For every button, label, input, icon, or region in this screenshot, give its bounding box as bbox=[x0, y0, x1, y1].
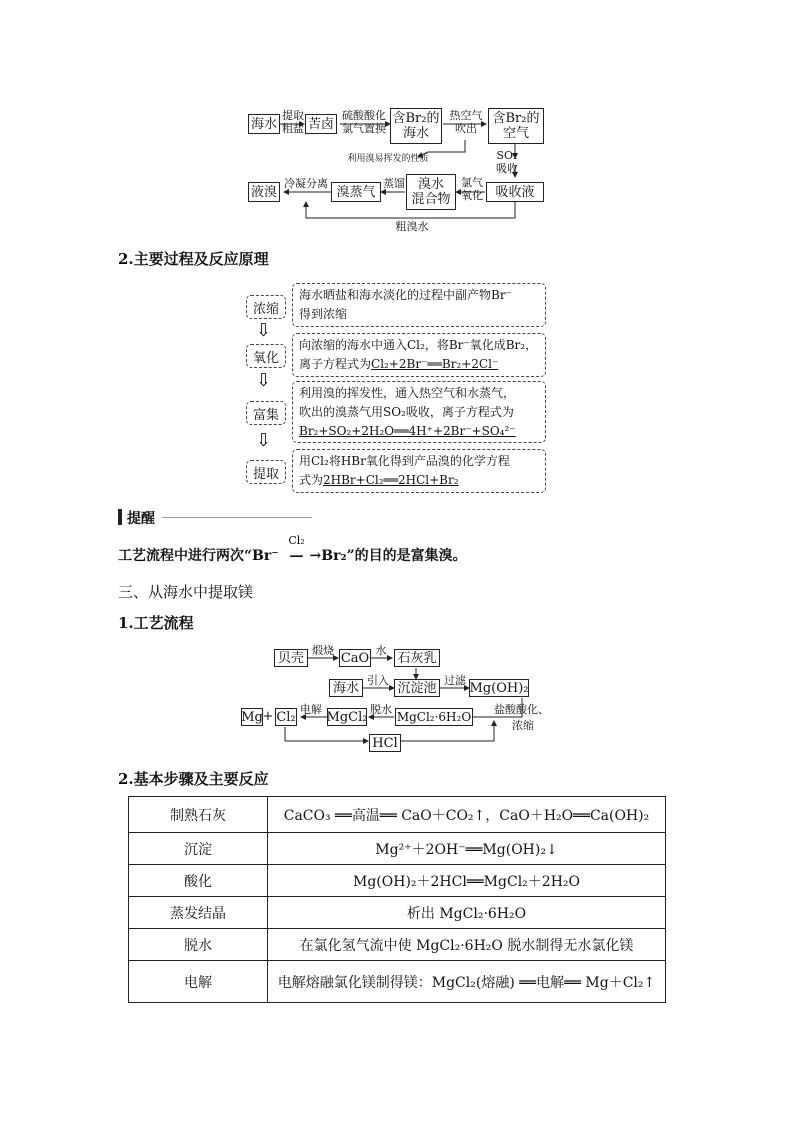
down-arrow-icon: ⇩ bbox=[256, 430, 272, 451]
tip-label: 提醒 bbox=[127, 511, 155, 527]
step-cell: 脱水 bbox=[129, 929, 268, 961]
lime-milk-box: 石灰乳 bbox=[394, 649, 440, 667]
reaction-cell: Mg²⁺＋2OH⁻══Mg(OH)₂↓ bbox=[268, 833, 666, 865]
dehydrate-label: 脱水 bbox=[370, 703, 392, 716]
step-cell: 酸化 bbox=[129, 865, 268, 897]
tip-bar bbox=[118, 509, 122, 525]
electrolysis-label: 电解 bbox=[300, 703, 322, 716]
extract-salt-label: 提取 粗盐 bbox=[282, 109, 304, 135]
section3-heading: 三、从海水中提取镁 bbox=[118, 583, 254, 601]
br-vapor-box: 溴蒸气 bbox=[331, 182, 381, 202]
filter-label: 过滤 bbox=[444, 674, 466, 687]
hot-air-label: 热空气 吹出 bbox=[449, 109, 483, 135]
hcl-acid-label: 盐酸酸化、 bbox=[494, 703, 549, 716]
reaction-cell: Mg(OH)₂＋2HCl══MgCl₂＋2H₂O bbox=[268, 865, 666, 897]
plus-sign: + bbox=[262, 709, 274, 724]
shell-box: 贝壳 bbox=[274, 649, 308, 667]
br-water-mix-box: 溴水 混合物 bbox=[406, 174, 456, 210]
absorb-liquid-box: 吸收液 bbox=[486, 182, 544, 202]
hcl-box: HCl bbox=[369, 734, 401, 752]
volatility-note: 利用溴易挥发的性质 bbox=[347, 154, 429, 164]
acidify-label: 硫酸酸化 氯气置换 bbox=[342, 109, 386, 135]
step-oxidize: 氧化 bbox=[246, 344, 286, 368]
br2-air-box: 含Br₂的 空气 bbox=[488, 108, 544, 144]
down-arrow-icon: ⇩ bbox=[256, 320, 272, 341]
liquid-br-box: 液溴 bbox=[248, 182, 280, 202]
table-row bbox=[129, 961, 666, 1003]
mg-seawater-box: 海水 bbox=[329, 679, 363, 697]
step-cell: 沉淀 bbox=[129, 833, 268, 865]
reaction-cell: 在氯化氢气流中使 MgCl₂·6H₂O 脱水制得无水氯化镁 bbox=[268, 929, 666, 961]
step-extract: 提取 bbox=[246, 460, 286, 484]
cl2-oxidize-label: 氯气 氧化 bbox=[461, 176, 483, 202]
down-arrow-icon: ⇩ bbox=[256, 370, 272, 391]
precip-tank-box: 沉淀池 bbox=[394, 679, 440, 697]
tip-divider bbox=[162, 517, 312, 518]
mgoh2-box: Mg(OH)₂ bbox=[469, 680, 529, 696]
steps-table-heading: 2.基本步骤及主要反应 bbox=[118, 770, 269, 788]
step-enrich-desc: 利用溴的挥发性，通入热空气和水蒸气， 吹出的溴蒸气用SO₂吸收，离子方程式为 Br₂+SO₂+2H₂O══4H⁺+2Br⁻+SO₄²⁻ bbox=[292, 381, 546, 443]
introduce-label: 引入 bbox=[367, 674, 389, 687]
step-cell: 制熟石灰 bbox=[129, 797, 268, 833]
table-row bbox=[129, 897, 666, 929]
table-row bbox=[129, 865, 666, 897]
mgcl2-6h2o-box: MgCl₂·6H₂O bbox=[395, 708, 473, 726]
step-enrich: 富集 bbox=[246, 401, 286, 425]
step-concentrate: 浓缩 bbox=[246, 295, 286, 319]
step-concentrate-desc: 海水晒盐和海水淡化的过程中副产物Br⁻ 得到浓缩 bbox=[292, 283, 546, 327]
steps-table bbox=[128, 796, 666, 1003]
so2-label: SO₂ 吸收 bbox=[496, 149, 518, 175]
step-cell: 电解 bbox=[129, 961, 268, 1003]
cao-box: CaO bbox=[340, 650, 370, 666]
table-row bbox=[129, 797, 666, 833]
step-cell: 蒸发结晶 bbox=[129, 897, 268, 929]
step-oxidize-desc: 向浓缩的海水中通入Cl₂，将Br⁻氧化成Br₂， 离子方程式为Cl₂+2Br⁻══Br₂+2Cl⁻ bbox=[292, 333, 546, 377]
table-row bbox=[129, 929, 666, 961]
seawater-box: 海水 bbox=[248, 114, 280, 134]
concentrate-label: 浓缩 bbox=[512, 719, 534, 732]
table-row bbox=[129, 833, 666, 865]
distill-label: 蒸馏 bbox=[383, 177, 405, 190]
br2-seawater-box: 含Br₂的 海水 bbox=[390, 108, 442, 144]
condense-label: 冷凝分离 bbox=[284, 177, 328, 190]
crude-br-water-label: 粗溴水 bbox=[395, 220, 429, 233]
calcine-label: 煅烧 bbox=[312, 644, 334, 657]
reaction-cell: 电解熔融氯化镁制得镁：MgCl₂(熔融) ══电解══ Mg＋Cl₂↑ bbox=[268, 961, 666, 1003]
reaction-cell: 析出 MgCl₂·6H₂O bbox=[268, 897, 666, 929]
mg-flow-heading: 1.工艺流程 bbox=[118, 614, 194, 632]
section2-heading: 2.主要过程及反应原理 bbox=[118, 250, 269, 268]
mgcl2-box: MgCl₂ bbox=[326, 709, 368, 725]
step-extract-desc: 用Cl₂将HBr氧化得到产品溴的化学方程 式为2HBr+Cl₂══2HCl+Br₂ bbox=[292, 449, 546, 493]
cl2-box: Cl₂ bbox=[276, 709, 296, 725]
reaction-cell: CaCO₃ ══高温══ CaO＋CO₂↑，CaO＋H₂O══Ca(OH)₂ bbox=[268, 797, 666, 833]
water-label: 水 bbox=[375, 644, 387, 657]
brine-box: 苦卤 bbox=[305, 114, 337, 134]
mg-box: Mg bbox=[241, 709, 263, 725]
tip-text: 工艺流程中进行两次“Br⁻ Cl₂ —→Br₂”的目的是富集溴。 bbox=[118, 534, 467, 564]
